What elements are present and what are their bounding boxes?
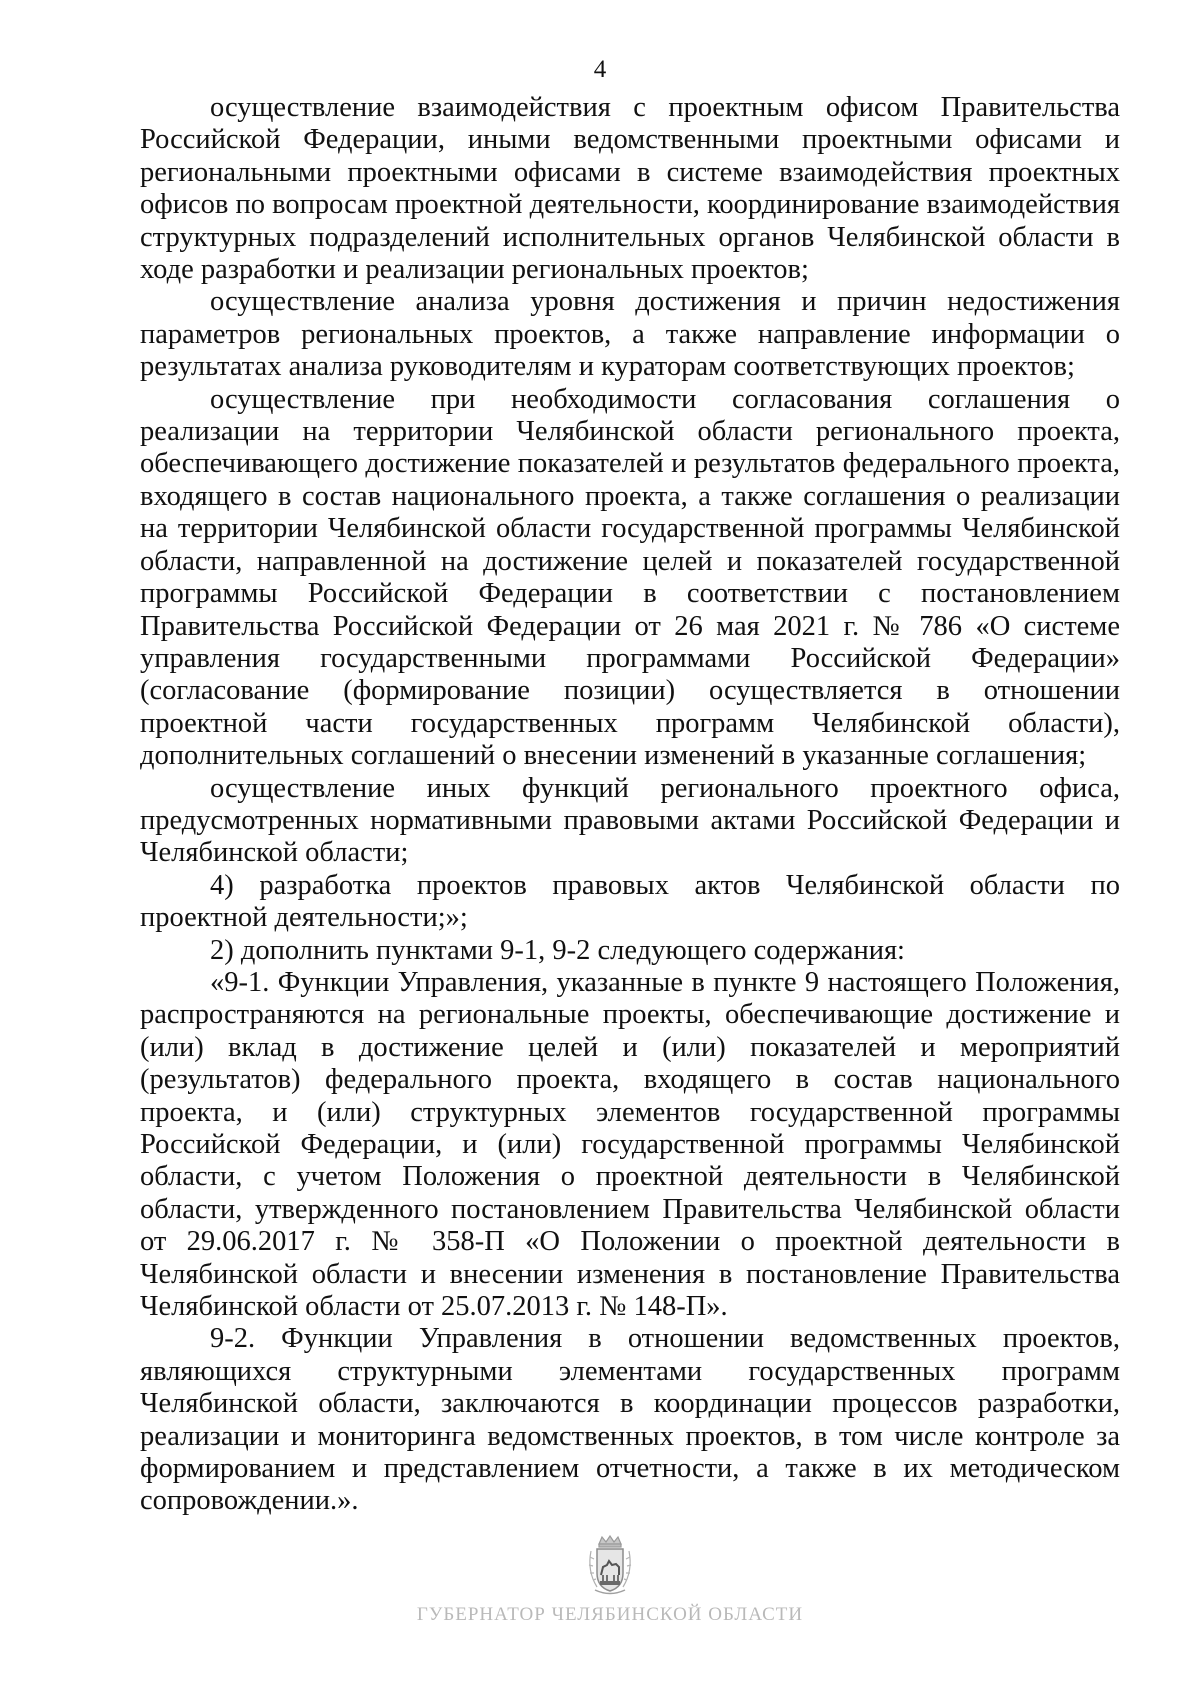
governor-stamp-text: ГУБЕРНАТОР ЧЕЛЯБИНСКОЙ ОБЛАСТИ [416,1604,804,1625]
paragraph-amendment-2: 2) дополнить пунктами 9-1, 9-2 следующего содержания: [210,934,905,966]
page-number: 4 [593,56,607,83]
chelyabinsk-coat-of-arms-icon [585,1535,635,1597]
paragraph-project-office-interaction: осуществление взаимодействия с проектным офисом Правительства Российской Федерации, иными ведомственными проектными офисами и региональными проектными офисами в системе взаимодействия проектных офисов по вопросам проектной деятельности, координирование взаимодействия структурных подразделений исполнительных органов Челябинской области в ходе разработки и реализации региональных проектов; [140,92,1120,286]
paragraph-section-9-2: 9-2. Функции Управления в отношении ведомственных проектов, являющихся структурными элементами государственных программ Челябинской области, заключаются в координации процессов разработки, реализации и мониторинга ведомственных проектов, в том числе контроле за формированием и представлением отчетности, а также в их методическом сопровождении.». [140,1323,1120,1517]
paragraph-analysis: осуществление анализа уровня достижения и причин недостижения параметров региональных проектов, а также направление информации о результатах анализа руководителям и кураторам соответствующих проектов; [140,286,1120,383]
paragraph-item-4: 4) разработка проектов правовых актов Челябинской области по проектной деятельности;»; [140,869,1120,934]
paragraph-agreements: осуществление при необходимости согласования соглашения о реализации на территории Челябинской области регионального проекта, обеспечивающего достижение показателей и результатов федерального проекта, входящего в состав национального проекта, а также соглашения о реализации на территории Челябинской области государственной программы Челябинской области, направленной на достижение целей и показателей государственной программы Российской Федерации в соответствии с постановлением Правительства Российской Федерации от 26 мая 2021 г. № 786 «О системе управления государственными программами Российской Федерации» (согласование (формирование позиции) осуществляется в отношении проектной части государственных программ Челябинской области), дополнительных соглашений о внесении изменений в указанные соглашения; [140,383,1120,772]
paragraph-other-functions: осуществление иных функций регионального проектного офиса, предусмотренных нормативными правовыми актами Российской Федерации и Челябинской области; [140,772,1120,869]
paragraph-section-9-1: «9-1. Функции Управления, указанные в пункте 9 настоящего Положения, распространяются на региональные проекты, обеспечивающие достижение и (или) вклад в достижение целей и (или) показателей и мероприятий (результатов) федерального проекта, входящего в состав национального проекта, и (или) структурных элементов государственной программы Российской Федерации, и (или) государственной программы Челябинской области, с учетом Положения о проектной деятельности в Челябинской области, утвержденного постановлением Правительства Челябинской области от 29.06.2017 г. № 358-П «О Положении о проектной деятельности в Челябинской области и внесении изменения в постановление Правительства Челябинской области от 25.07.2013 г. № 148-П». [140,966,1120,1323]
document-body [140,92,1120,1518]
